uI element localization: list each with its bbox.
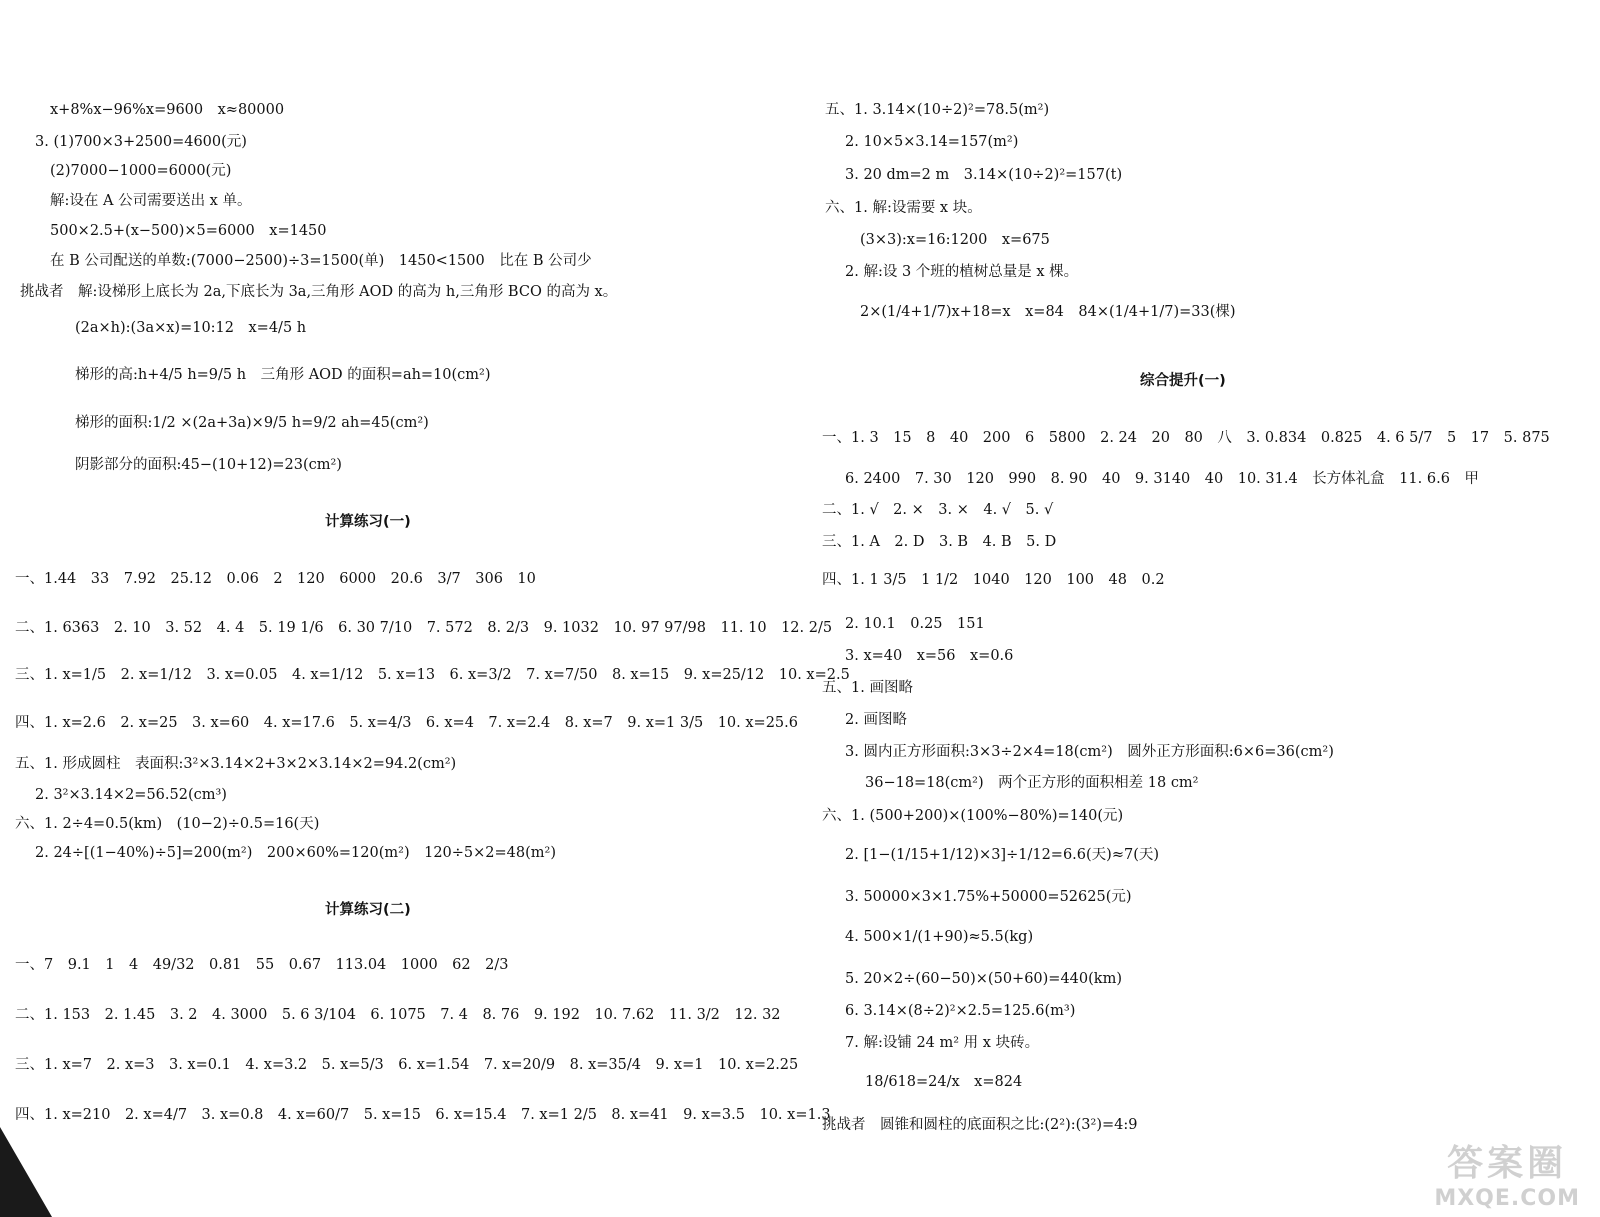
section-title: 计算练习(二) xyxy=(325,902,411,918)
answer-line: 五、1. 3.14×(10÷2)²=78.5(m²) xyxy=(825,102,1050,118)
answer-line: 三、1. A 2. D 3. B 4. B 5. D xyxy=(822,534,1057,550)
answer-line: 36−18=18(cm²) 两个正方形的面积相差 18 cm² xyxy=(865,775,1199,791)
text-line: 挑战者 解:设梯形上底长为 2a,下底长为 3a,三角形 AOD 的高为 h,三角形 BCO 的高为 x。 xyxy=(20,284,618,300)
answer-line: 六、1. 解:设需要 x 块。 xyxy=(825,200,982,216)
text-line: (2)7000−1000=6000(元) xyxy=(50,163,232,179)
answer-line: 2. 10×5×3.14=157(m²) xyxy=(845,134,1019,150)
answer-line: 四、1. x=210 2. x=4/7 3. x=0.8 4. x=60/7 5. x=15 6. x=15.4 7. x=1 2/5 8. x=41 9. x=3.5 10. x=1.3 xyxy=(15,1107,831,1123)
math-line: 18/618=24/x x=824 xyxy=(865,1074,1023,1090)
answer-line: 四、1. x=2.6 2. x=25 3. x=60 4. x=17.6 5. x=4/3 6. x=4 7. x=2.4 8. x=7 9. x=1 3/5 10. x=25.6 xyxy=(15,715,798,731)
math-line: 2. [1−(1/15+1/12)×3]÷1/12=6.6(天)≈7(天) xyxy=(845,847,1160,863)
section-title: 计算练习(一) xyxy=(325,514,411,530)
text-line: 3. (1)700×3+2500=4600(元) xyxy=(35,134,247,150)
page-corner-shadow xyxy=(0,1127,52,1217)
answer-line: 6. 2400 7. 30 120 990 8. 90 40 9. 3140 40 10. 31.4 长方体礼盒 11. 6.6 甲 xyxy=(845,471,1479,487)
answer-line: 7. 解:设铺 24 m² 用 x 块砖。 xyxy=(845,1035,1040,1051)
answer-line: 3. 圆内正方形面积:3×3÷2×4=18(cm²) 圆外正方形面积:6×6=36(cm²) xyxy=(845,744,1334,760)
answer-line: 三、1. x=7 2. x=3 3. x=0.1 4. x=3.2 5. x=5/3 6. x=1.54 7. x=20/9 8. x=35/4 9. x=1 10. x=2.25 xyxy=(15,1057,799,1073)
answer-line: 2. 解:设 3 个班的植树总量是 x 棵。 xyxy=(845,264,1079,280)
answer-line: 一、7 9.1 1 4 49/32 0.81 55 0.67 113.04 1000 62 2/3 xyxy=(15,957,509,973)
text-line: 500×2.5+(x−500)×5=6000 x=1450 xyxy=(50,223,327,239)
answer-line: 5. 20×2÷(60−50)×(50+60)=440(km) xyxy=(845,971,1122,987)
answer-line: 二、1. 6363 2. 10 3. 52 4. 4 5. 19 1/6 6. 30 7/10 7. 572 8. 2/3 9. 1032 10. 97 97/98 11. 10 12. 2/5 xyxy=(15,620,833,636)
answer-line: 六、1. (500+200)×(100%−80%)=140(元) xyxy=(822,808,1124,824)
text-line: 阴影部分的面积:45−(10+12)=23(cm²) xyxy=(75,457,342,473)
answer-line: 2. 3²×3.14×2=56.52(cm³) xyxy=(35,787,227,803)
answer-line: 五、1. 形成圆柱 表面积:3²×3.14×2+3×2×3.14×2=94.2(cm²) xyxy=(15,756,457,772)
answer-line: 六、1. 2÷4=0.5(km) (10−2)÷0.5=16(天) xyxy=(15,816,320,832)
answer-line: 2. 画图略 xyxy=(845,712,907,728)
answer-line: 一、1. 3 15 8 40 200 6 5800 2. 24 20 80 八 3. 0.834 0.825 4. 6 5/7 5 17 5. 875 xyxy=(822,430,1550,446)
math-line: (2a×h):(3a×x)=10:12 x=4/5 h xyxy=(75,320,307,336)
answer-line: 一、1.44 33 7.92 25.12 0.06 2 120 6000 20.6 3/7 306 10 xyxy=(15,571,536,587)
math-line: 梯形的高:h+4/5 h=9/5 h 三角形 AOD 的面积=ah=10(cm²) xyxy=(75,367,491,383)
answer-line: 三、1. x=1/5 2. x=1/12 3. x=0.05 4. x=1/12 5. x=13 6. x=3/2 7. x=7/50 8. x=15 9. x=25/12 10. x=2.5 xyxy=(15,667,850,683)
answer-line: 2. 24÷[(1−40%)÷5]=200(m²) 200×60%=120(m²) 120÷5×2=48(m²) xyxy=(35,845,557,861)
section-title: 综合提升(一) xyxy=(1140,373,1226,389)
answer-line: 2. 10.1 0.25 151 xyxy=(845,616,985,632)
math-line: 梯形的面积:1/2 ×(2a+3a)×9/5 h=9/2 ah=45(cm²) xyxy=(75,415,429,431)
watermark-text: 答案圈 xyxy=(1447,1143,1568,1184)
watermark-url: MXQE.COM xyxy=(1434,1186,1580,1211)
answer-line: (3×3):x=16:1200 x=675 xyxy=(860,232,1050,248)
text-line: x+8%x−96%x=9600 x≈80000 xyxy=(50,102,285,118)
text-line: 在 B 公司配送的单数:(7000−2500)÷3=1500(单) 1450<1500 比在 B 公司少 xyxy=(50,253,592,269)
answer-line: 二、1. √ 2. × 3. × 4. √ 5. √ xyxy=(822,502,1054,518)
answer-line: 3. 20 dm=2 m 3.14×(10÷2)²=157(t) xyxy=(845,167,1123,183)
watermark-logo xyxy=(1434,1135,1580,1211)
text-line: 解:设在 A 公司需要送出 x 单。 xyxy=(50,193,252,209)
answer-line: 6. 3.14×(8÷2)²×2.5=125.6(m³) xyxy=(845,1003,1076,1019)
math-line: 4. 500×1/(1+90)≈5.5(kg) xyxy=(845,929,1034,945)
answer-line: 二、1. 153 2. 1.45 3. 2 4. 3000 5. 6 3/104 6. 1075 7. 4 8. 76 9. 192 10. 7.62 11. 3/2 12. 32 xyxy=(15,1007,781,1023)
answer-line: 五、1. 画图略 xyxy=(822,680,913,696)
answer-line: 挑战者 圆锥和圆柱的底面积之比:(2²):(3²)=4:9 xyxy=(822,1117,1138,1133)
answer-line: 3. x=40 x=56 x=0.6 xyxy=(845,648,1014,664)
right-page xyxy=(800,0,1600,1217)
answer-line: 四、1. 1 3/5 1 1/2 1040 120 100 48 0.2 xyxy=(822,572,1165,588)
answer-line: 3. 50000×3×1.75%+50000=52625(元) xyxy=(845,889,1132,905)
math-line: 2×(1/4+1/7)x+18=x x=84 84×(1/4+1/7)=33(棵) xyxy=(860,304,1236,320)
